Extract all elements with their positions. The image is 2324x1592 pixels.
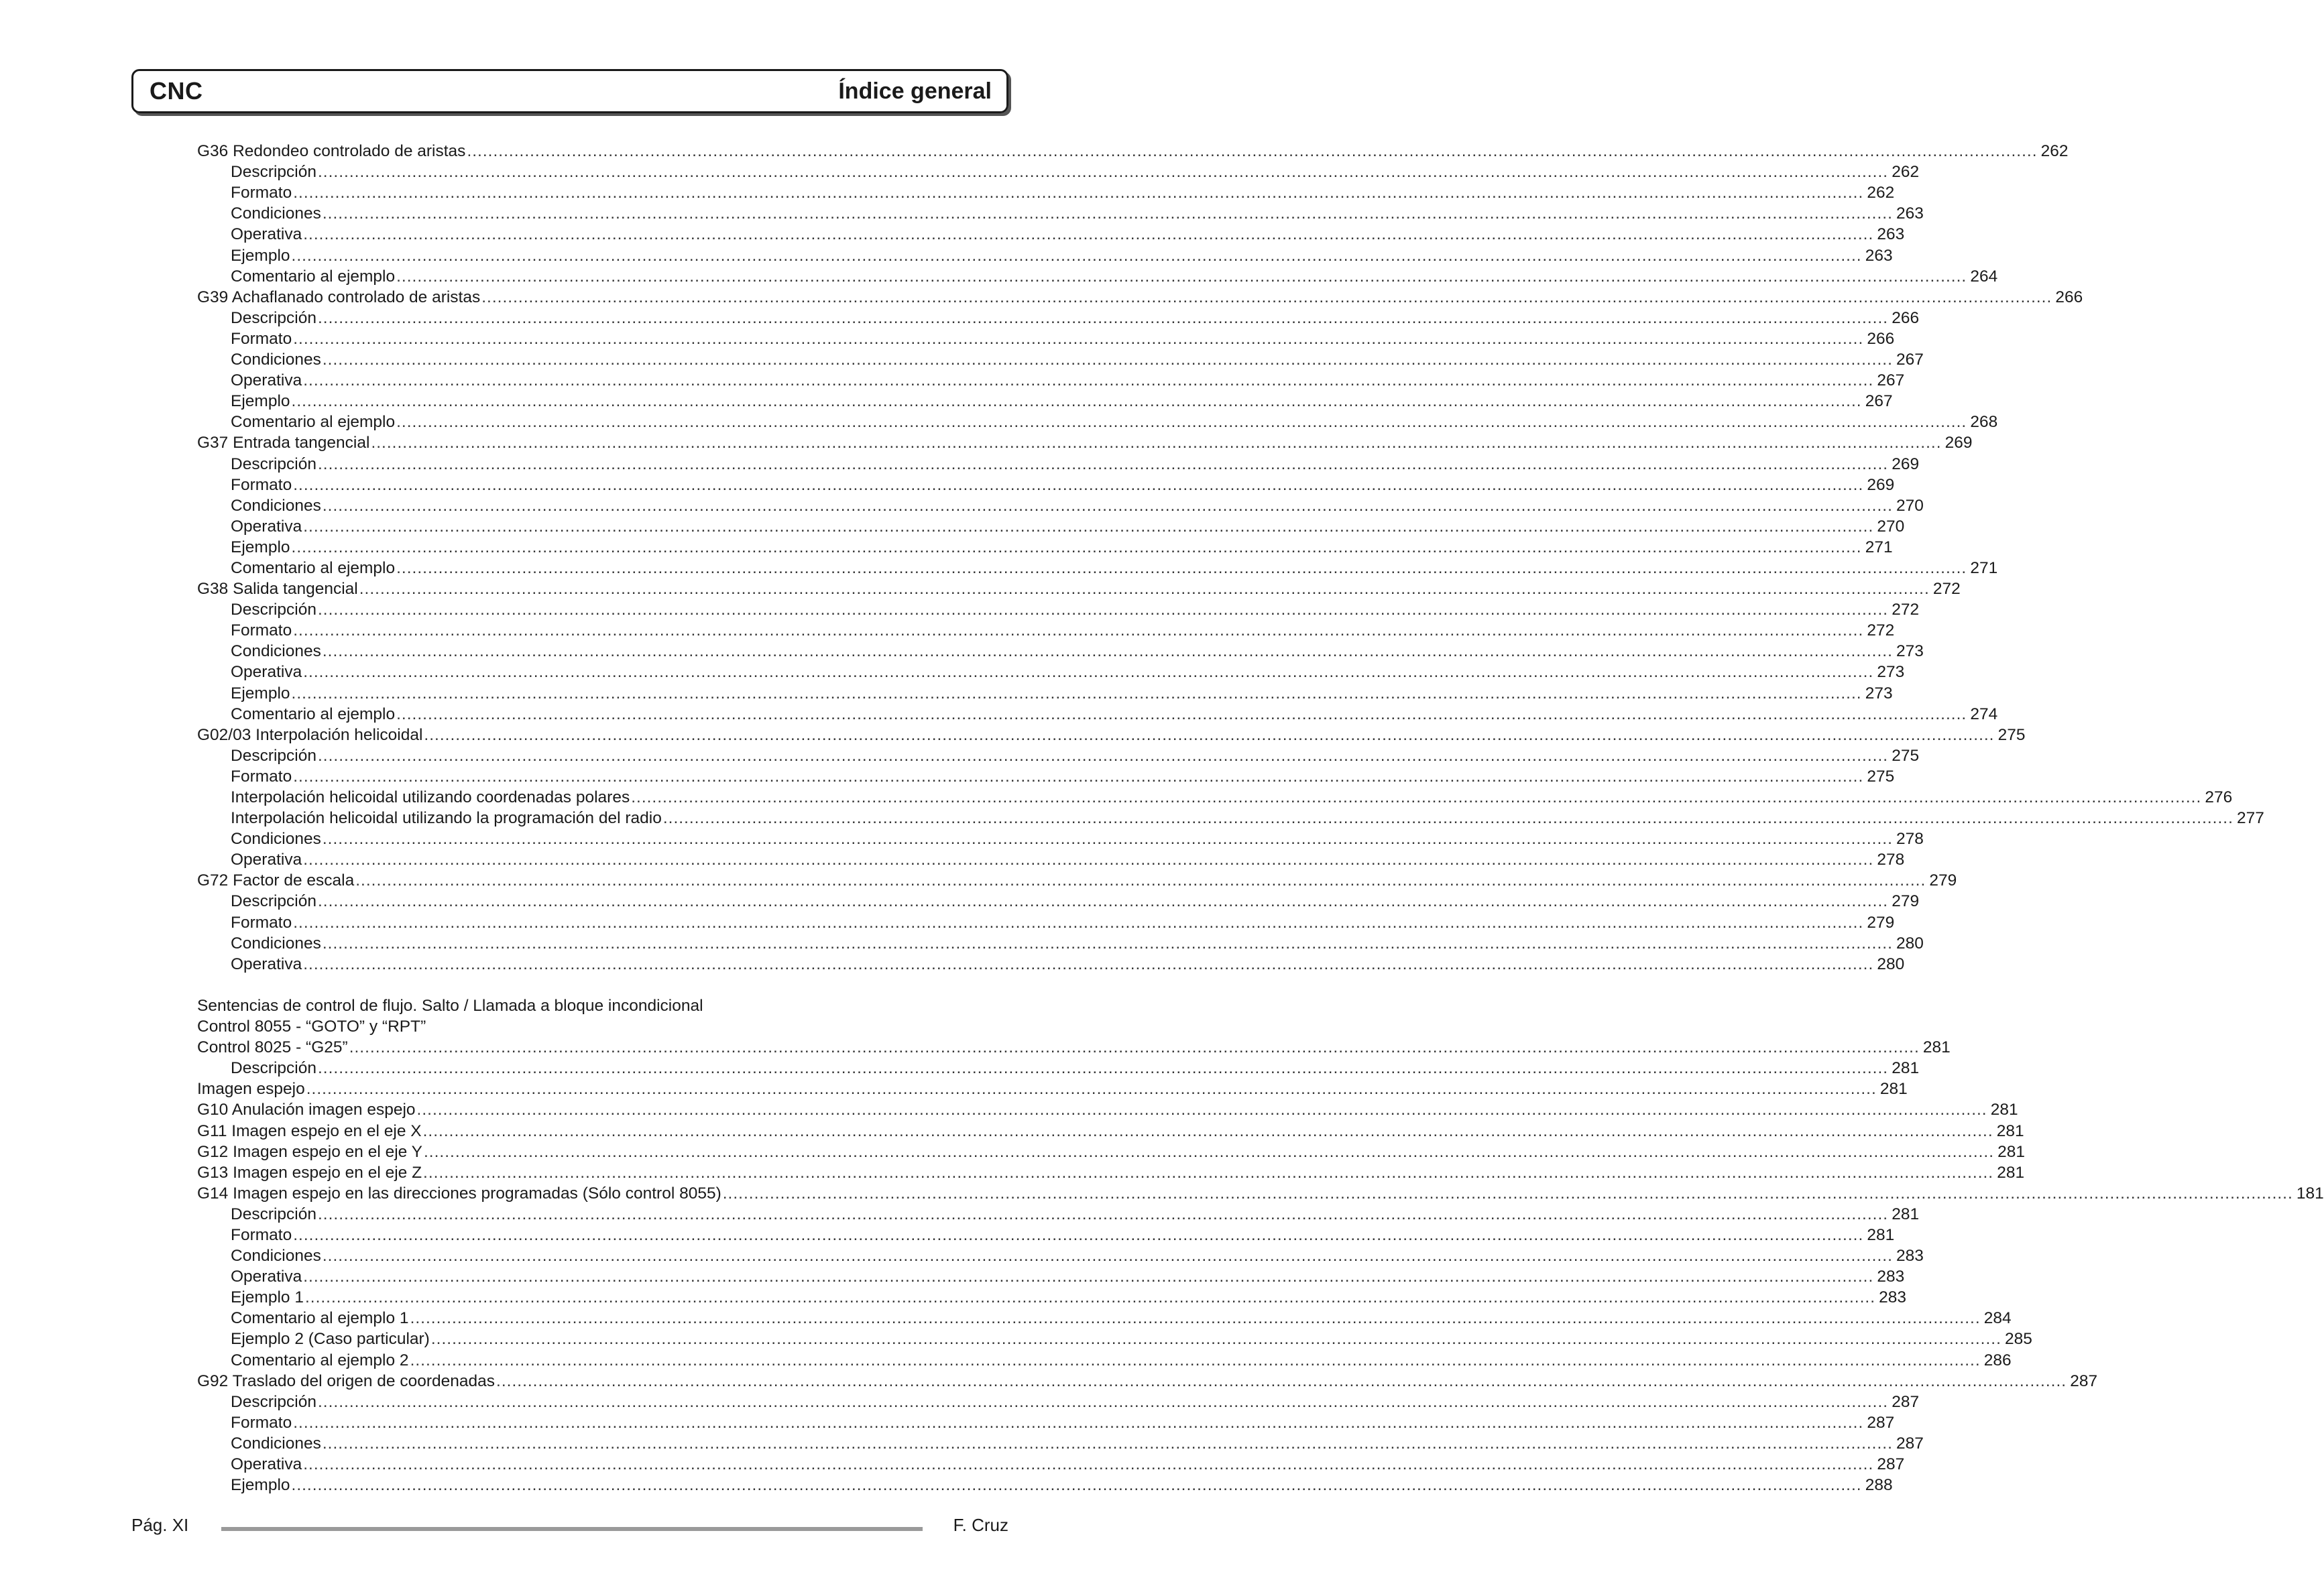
toc-entry-title: Operativa (231, 955, 302, 973)
toc-entry-page: 273 (1877, 663, 1905, 682)
toc-entry-page: 262 (1867, 184, 1895, 202)
toc-entry-title: Condiciones (231, 496, 321, 515)
footer-rule (221, 1527, 923, 1531)
toc-entry-page: 279 (1929, 871, 1957, 890)
toc-entry-title: Comentario al ejemplo (231, 558, 396, 577)
toc-entry-page: 267 (1896, 351, 1924, 369)
toc-entry-title: Condiciones (231, 934, 321, 953)
page-footer (131, 1515, 1008, 1539)
toc-entry-title: Formato (231, 475, 292, 494)
toc-entry-page: 280 (1877, 955, 1905, 973)
toc-entry-title: Operativa (231, 851, 302, 869)
toc-leader-dots: ............................................................................................................................................................................................................................................................................................................ (318, 1205, 1889, 1223)
toc-leader-dots: ............................................................................................................................................................................................................................................................................................................ (291, 1476, 1862, 1495)
toc-entry[interactable] (197, 869, 1957, 890)
toc-entry-title: Formato (231, 184, 292, 202)
toc-entry-title: Control 8055 - “GOTO” y “RPT” (197, 1018, 426, 1036)
toc-entry[interactable] (197, 807, 2264, 828)
toc-entry-page: 278 (1877, 851, 1905, 869)
toc-leader-dots: ............................................................................................................................................................................................................................................................................................................ (293, 184, 1864, 202)
toc-leader-dots: ............................................................................................................................................................................................................................................................................................................ (318, 1392, 1889, 1411)
toc-entry-title: Operativa (231, 225, 302, 244)
toc-entry[interactable] (197, 849, 1905, 869)
toc-entry-page: 263 (1877, 225, 1905, 244)
toc-entry-title: Operativa (231, 371, 302, 390)
toc-entry[interactable] (197, 1412, 1895, 1432)
toc-leader-dots: ............................................................................................................................................................................................................................................................................................................ (423, 1163, 1994, 1182)
toc-entry[interactable] (197, 1266, 1905, 1286)
toc-leader-dots: ............................................................................................................................................................................................................................................................................................................ (722, 1184, 2293, 1203)
toc-leader-dots: ............................................................................................................................................................................................................................................................................................................ (349, 1038, 1920, 1057)
toc-entry[interactable] (197, 1036, 1951, 1057)
toc-entry-page: 272 (1892, 601, 1920, 619)
toc-entry-title: Ejemplo (231, 538, 290, 556)
toc-entry-page: 276 (2205, 788, 2233, 806)
toc-entry-title: Descripción (231, 1059, 316, 1078)
toc-entry-page: 281 (1996, 1121, 2024, 1140)
toc-leader-dots: ............................................................................................................................................................................................................................................................................................................ (303, 955, 1874, 973)
toc-leader-dots: ............................................................................................................................................................................................................................................................................................................ (396, 413, 1967, 432)
toc-entry[interactable] (197, 640, 1924, 661)
toc-entry[interactable] (197, 953, 1905, 974)
toc-entry[interactable] (197, 390, 1893, 411)
toc-entry-title: Condiciones (231, 830, 321, 849)
toc-leader-dots: ............................................................................................................................................................................................................................................................................................................ (430, 1330, 2001, 1349)
toc-entry-page: 287 (2070, 1371, 2098, 1390)
toc-entry[interactable] (197, 307, 1920, 328)
toc-entry[interactable] (197, 536, 1893, 557)
toc-entry[interactable] (197, 703, 1998, 724)
toc-leader-dots: ............................................................................................................................................................................................................................................................................................................ (318, 163, 1889, 182)
toc-entry-page: 281 (1997, 1163, 2025, 1182)
toc-leader-dots: ............................................................................................................................................................................................................................................................................................................ (359, 580, 1930, 599)
page-header (131, 69, 1008, 113)
toc-entry-page: 263 (1896, 204, 1924, 223)
toc-entry[interactable] (197, 349, 1924, 369)
toc-entry-title: Ejemplo (231, 684, 290, 702)
toc-leader-dots: ............................................................................................................................................................................................................................................................................................................ (631, 788, 2202, 806)
toc-leader-dots: ............................................................................................................................................................................................................................................................................................................ (318, 308, 1889, 327)
toc-entry-page: 281 (1892, 1205, 1920, 1223)
toc-entry-page: 269 (1867, 475, 1895, 494)
toc-leader-dots: ............................................................................................................................................................................................................................................................................................................ (303, 663, 1874, 682)
toc-entry-page: 273 (1896, 642, 1924, 661)
toc-entry-page: 271 (1865, 538, 1893, 556)
toc-leader-dots: ............................................................................................................................................................................................................................................................................................................ (318, 454, 1889, 473)
toc-entry-page: 281 (1997, 1142, 2026, 1161)
toc-leader-dots: ............................................................................................................................................................................................................................................................................................................ (322, 830, 1893, 849)
toc-leader-dots: ............................................................................................................................................................................................................................................................................................................ (496, 1371, 2067, 1390)
toc-leader-dots: ............................................................................................................................................................................................................................................................................................................ (304, 1288, 1876, 1307)
toc-entry[interactable] (197, 1224, 1895, 1245)
toc-leader-dots: ............................................................................................................................................................................................................................................................................................................ (371, 434, 1942, 452)
toc-leader-dots: ............................................................................................................................................................................................................................................................................................................ (293, 913, 1864, 932)
toc-entry-page: 288 (1865, 1476, 1893, 1495)
toc-leader-dots: ............................................................................................................................................................................................................................................................................................................ (322, 351, 1893, 369)
toc-entry-page: 281 (1867, 1225, 1895, 1244)
toc-leader-dots: ............................................................................................................................................................................................................................................................................................................ (662, 809, 2233, 828)
toc-spacer (197, 974, 983, 995)
toc-entry-page: 272 (1932, 580, 1961, 599)
toc-leader-dots: ............................................................................................................................................................................................................................................................................................................ (291, 538, 1862, 556)
toc-entry-title: Comentario al ejemplo (231, 413, 396, 432)
toc-entry-page: 273 (1865, 684, 1893, 702)
toc-entry-title: G14 Imagen espejo en las direcciones programadas (Sólo control 8055) (197, 1184, 721, 1203)
toc-entry-title: Descripción (231, 1392, 316, 1411)
toc-leader-dots: ............................................................................................................................................................................................................................................................................................................ (293, 475, 1864, 494)
toc-entry-page: 283 (1879, 1288, 1907, 1307)
toc-leader-dots: ............................................................................................................................................................................................................................................................................................................ (303, 1455, 1874, 1473)
toc-entry-title: Operativa (231, 663, 302, 682)
toc-leader-dots: ............................................................................................................................................................................................................................................................................................................ (424, 725, 1995, 744)
toc-leader-dots: ............................................................................................................................................................................................................................................................................................................ (481, 288, 2052, 306)
toc-leader-dots: ............................................................................................................................................................................................................................................................................................................ (293, 1413, 1864, 1432)
toc-leader-dots: ............................................................................................................................................................................................................................................................................................................ (355, 871, 1926, 890)
toc-leader-dots: ............................................................................................................................................................................................................................................................................................................ (322, 204, 1893, 223)
toc-entry-page: 287 (1896, 1434, 1924, 1453)
toc-leader-dots: ............................................................................................................................................................................................................................................................................................................ (293, 767, 1864, 786)
toc-leader-dots: ............................................................................................................................................................................................................................................................................................................ (322, 642, 1893, 661)
toc-entry[interactable] (197, 1016, 983, 1036)
toc-leader-dots: ............................................................................................................................................................................................................................................................................................................ (318, 1059, 1889, 1078)
toc-leader-dots: ............................................................................................................................................................................................................................................................................................................ (293, 621, 1864, 640)
toc-entry-title: G72 Factor de escala (197, 871, 355, 890)
toc-entry[interactable] (197, 724, 2026, 745)
toc-entry-page: 281 (1990, 1101, 2018, 1119)
toc-entry[interactable] (197, 661, 1905, 682)
toc-entry-title: Ejemplo (231, 246, 290, 265)
toc-entry-page: 270 (1877, 517, 1905, 536)
toc-entry[interactable] (197, 745, 1920, 766)
toc-entry-page: 270 (1896, 496, 1924, 515)
toc-entry-title: Comentario al ejemplo (231, 267, 396, 286)
toc-entry-page: 268 (1970, 413, 1998, 432)
footer-author: F. Cruz (953, 1515, 1008, 1535)
toc-entry-page: 267 (1865, 392, 1893, 411)
toc-entry-page: 263 (1865, 246, 1893, 265)
table-of-contents (197, 140, 2324, 1495)
toc-entry-page: 287 (1877, 1455, 1905, 1473)
toc-entry[interactable] (197, 182, 1895, 202)
toc-entry[interactable] (197, 223, 1905, 244)
toc-leader-dots: ............................................................................................................................................................................................................................................................................................................ (410, 1351, 1981, 1369)
toc-entry[interactable] (197, 619, 1895, 640)
toc-entry-page: 278 (1896, 830, 1924, 849)
header-section-title: Índice general (838, 78, 992, 104)
toc-leader-dots: ............................................................................................................................................................................................................................................................................................................ (396, 705, 1967, 723)
toc-entry[interactable] (197, 161, 1920, 182)
toc-entry-page: 279 (1892, 892, 1920, 911)
toc-entry[interactable] (197, 1370, 2098, 1391)
toc-entry-page: 275 (1867, 767, 1895, 786)
toc-entry-page: 279 (1867, 913, 1895, 932)
toc-leader-dots: ............................................................................................................................................................................................................................................................................................................ (423, 1142, 1995, 1161)
toc-entry-title: Comentario al ejemplo 2 (231, 1351, 409, 1369)
toc-entry-page: 275 (1892, 746, 1920, 765)
toc-entry[interactable] (197, 1119, 2024, 1140)
toc-entry[interactable] (197, 995, 983, 1016)
toc-entry-title: G36 Redondeo controlado de aristas (197, 142, 466, 161)
toc-entry[interactable] (197, 411, 1998, 432)
toc-entry-title: Imagen espejo (197, 1080, 305, 1099)
toc-entry[interactable] (197, 452, 1920, 473)
toc-entry[interactable] (197, 1307, 2012, 1328)
toc-entry-title: Descripción (231, 1205, 316, 1223)
toc-entry-title: Descripción (231, 163, 316, 182)
toc-entry[interactable] (197, 578, 1961, 599)
toc-entry-title: Ejemplo 1 (231, 1288, 304, 1307)
toc-entry-page: 287 (1892, 1392, 1920, 1411)
toc-entry[interactable] (197, 1349, 2012, 1369)
toc-entry[interactable] (197, 1474, 1893, 1495)
toc-entry-title: G92 Traslado del origen de coordenadas (197, 1371, 496, 1390)
toc-entry[interactable] (197, 369, 1905, 390)
toc-entry[interactable] (197, 766, 1895, 786)
toc-leader-dots: ............................................................................................................................................................................................................................................................................................................ (318, 601, 1889, 619)
toc-entry[interactable] (197, 1391, 1920, 1412)
toc-entry[interactable] (197, 432, 1973, 452)
toc-leader-dots: ............................................................................................................................................................................................................................................................................................................ (410, 1309, 1981, 1328)
toc-entry-page: 283 (1877, 1268, 1905, 1286)
toc-entry-title: Operativa (231, 517, 302, 536)
toc-entry-title: Interpolación helicoidal utilizando la programación del radio (231, 809, 662, 828)
toc-entry-page: 262 (1892, 163, 1920, 182)
toc-entry-page: 266 (1892, 308, 1920, 327)
toc-entry-page: 287 (1867, 1413, 1895, 1432)
toc-entry-page: 275 (1997, 725, 2026, 744)
toc-leader-dots: ............................................................................................................................................................................................................................................................................................................ (322, 496, 1893, 515)
toc-leader-dots: ............................................................................................................................................................................................................................................................................................................ (293, 1225, 1864, 1244)
toc-entry-title: G13 Imagen espejo en el eje Z (197, 1163, 422, 1182)
toc-entry[interactable] (197, 557, 1998, 578)
toc-entry[interactable] (197, 1078, 1908, 1099)
toc-entry-title: G02/03 Interpolación helicoidal (197, 725, 423, 744)
toc-leader-dots: ............................................................................................................................................................................................................................................................................................................ (322, 934, 1893, 953)
toc-entry-title: Operativa (231, 1268, 302, 1286)
toc-entry[interactable] (197, 932, 1924, 953)
toc-leader-dots: ............................................................................................................................................................................................................................................................................................................ (303, 225, 1874, 244)
toc-entry-title: Condiciones (231, 1434, 321, 1453)
toc-entry[interactable] (197, 286, 2083, 307)
toc-entry-page: 264 (1970, 267, 1998, 286)
toc-leader-dots: ............................................................................................................................................................................................................................................................................................................ (293, 329, 1864, 348)
toc-leader-dots: ............................................................................................................................................................................................................................................................................................................ (318, 746, 1889, 765)
toc-leader-dots: ............................................................................................................................................................................................................................................................................................................ (291, 684, 1862, 702)
page-number: Pág. XI (131, 1515, 189, 1535)
toc-entry[interactable] (197, 1099, 2018, 1119)
toc-leader-dots: ............................................................................................................................................................................................................................................................................................................ (322, 1434, 1893, 1453)
toc-entry-title: G37 Entrada tangencial (197, 434, 370, 452)
toc-entry-page: 281 (1922, 1038, 1951, 1057)
toc-entry-title: Interpolación helicoidal utilizando coordenadas polares (231, 788, 630, 806)
toc-leader-dots: ............................................................................................................................................................................................................................................................................................................ (322, 1247, 1893, 1266)
toc-entry-title: Descripción (231, 308, 316, 327)
toc-entry-title: Comentario al ejemplo 1 (231, 1309, 409, 1328)
toc-entry-title: Formato (231, 329, 292, 348)
toc-entry-page: 266 (2055, 288, 2083, 306)
toc-entry-title: Operativa (231, 1455, 302, 1473)
toc-leader-dots: ............................................................................................................................................................................................................................................................................................................ (318, 892, 1889, 911)
toc-entry-title: Formato (231, 767, 292, 786)
toc-entry[interactable] (197, 495, 1924, 515)
toc-entry-title: Formato (231, 621, 292, 640)
toc-entry-title: Descripción (231, 601, 316, 619)
toc-entry-page: 285 (2005, 1330, 2032, 1349)
toc-entry-title: Ejemplo (231, 392, 290, 411)
header-brand: CNC (150, 77, 203, 105)
toc-entry-page: 272 (1867, 621, 1895, 640)
toc-entry-title: G11 Imagen espejo en el eje X (197, 1121, 422, 1140)
toc-entry[interactable] (197, 474, 1895, 495)
toc-entry-title: Comentario al ejemplo (231, 705, 396, 723)
toc-entry-title: Condiciones (231, 204, 321, 223)
toc-entry-title: Control 8025 - “G25” (197, 1038, 348, 1057)
toc-leader-dots: ............................................................................................................................................................................................................................................................................................................ (291, 392, 1862, 411)
toc-entry[interactable] (197, 1432, 1924, 1453)
toc-entry-title: G12 Imagen espejo en el eje Y (197, 1142, 422, 1161)
toc-leader-dots: ............................................................................................................................................................................................................................................................................................................ (303, 1268, 1874, 1286)
toc-entry[interactable] (197, 1182, 2324, 1203)
toc-entry-page: 280 (1896, 934, 1924, 953)
toc-leader-dots: ............................................................................................................................................................................................................................................................................................................ (416, 1101, 1987, 1119)
toc-entry-title: Formato (231, 1225, 292, 1244)
toc-entry[interactable] (197, 1203, 1920, 1224)
toc-entry-title: Condiciones (231, 642, 321, 661)
toc-entry-title: G10 Anulación imagen espejo (197, 1101, 416, 1119)
toc-leader-dots: ............................................................................................................................................................................................................................................................................................................ (303, 371, 1874, 390)
toc-entry-page: 281 (1892, 1059, 1920, 1078)
toc-entry-page: 274 (1970, 705, 1998, 723)
toc-entry-page: 269 (1944, 434, 1973, 452)
toc-leader-dots: ............................................................................................................................................................................................................................................................................................................ (422, 1121, 1993, 1140)
toc-leader-dots: ............................................................................................................................................................................................................................................................................................................ (467, 142, 2038, 161)
toc-entry[interactable] (197, 599, 1920, 619)
toc-entry[interactable] (197, 202, 1924, 223)
toc-entry[interactable] (197, 1286, 1907, 1307)
toc-entry-title: Descripción (231, 746, 316, 765)
toc-entry-title: Ejemplo (231, 1476, 290, 1495)
toc-entry[interactable] (197, 1162, 2025, 1182)
toc-entry[interactable] (197, 911, 1895, 932)
toc-entry-title: Descripción (231, 454, 316, 473)
toc-entry[interactable] (197, 244, 1893, 265)
toc-entry-title: G38 Salida tangencial (197, 580, 358, 599)
toc-entry-page: 277 (2237, 809, 2264, 828)
toc-entry-title: Formato (231, 1413, 292, 1432)
toc-leader-dots: ............................................................................................................................................................................................................................................................................................................ (306, 1080, 1877, 1099)
toc-entry-page: 281 (1879, 1080, 1908, 1099)
toc-entry-title: Condiciones (231, 1247, 321, 1266)
toc-entry[interactable] (197, 265, 1998, 286)
toc-entry-page: 181 (2296, 1184, 2324, 1203)
toc-entry-page: 283 (1896, 1247, 1924, 1266)
toc-entry-title: G39 Achaflanado controlado de aristas (197, 288, 481, 306)
toc-entry[interactable] (197, 1245, 1924, 1266)
toc-entry[interactable] (197, 1328, 2032, 1349)
toc-leader-dots: ............................................................................................................................................................................................................................................................................................................ (291, 246, 1862, 265)
toc-entry[interactable] (197, 890, 1920, 911)
toc-entry-page: 271 (1970, 558, 1998, 577)
toc-entry[interactable] (197, 515, 1905, 536)
toc-entry[interactable] (197, 1057, 1920, 1078)
toc-entry-title: Descripción (231, 892, 316, 911)
toc-entry[interactable] (197, 1453, 1905, 1474)
toc-entry[interactable] (197, 682, 1893, 702)
toc-entry-title: Condiciones (231, 351, 321, 369)
toc-entry-page: 284 (1983, 1309, 2012, 1328)
toc-entry-page: 286 (1983, 1351, 2012, 1369)
toc-entry-title: Sentencias de control de flujo. Salto / Llamada a bloque incondicional (197, 996, 703, 1015)
toc-leader-dots: ............................................................................................................................................................................................................................................................................................................ (396, 558, 1967, 577)
toc-entry[interactable] (197, 328, 1895, 349)
toc-entry[interactable] (197, 786, 2233, 807)
toc-entry-page: 269 (1892, 454, 1920, 473)
toc-entry-page: 267 (1877, 371, 1905, 390)
toc-entry-title: Ejemplo 2 (Caso particular) (231, 1330, 430, 1349)
toc-entry-title: Formato (231, 913, 292, 932)
toc-entry-page: 266 (1867, 329, 1895, 348)
toc-leader-dots: ............................................................................................................................................................................................................................................................................................................ (303, 517, 1874, 536)
toc-entry[interactable] (197, 140, 2069, 161)
toc-entry[interactable] (197, 828, 1924, 849)
toc-entry[interactable] (197, 1141, 2026, 1162)
toc-entry-page: 262 (2040, 142, 2069, 161)
toc-leader-dots: ............................................................................................................................................................................................................................................................................................................ (396, 267, 1967, 286)
toc-leader-dots: ............................................................................................................................................................................................................................................................................................................ (303, 851, 1874, 869)
